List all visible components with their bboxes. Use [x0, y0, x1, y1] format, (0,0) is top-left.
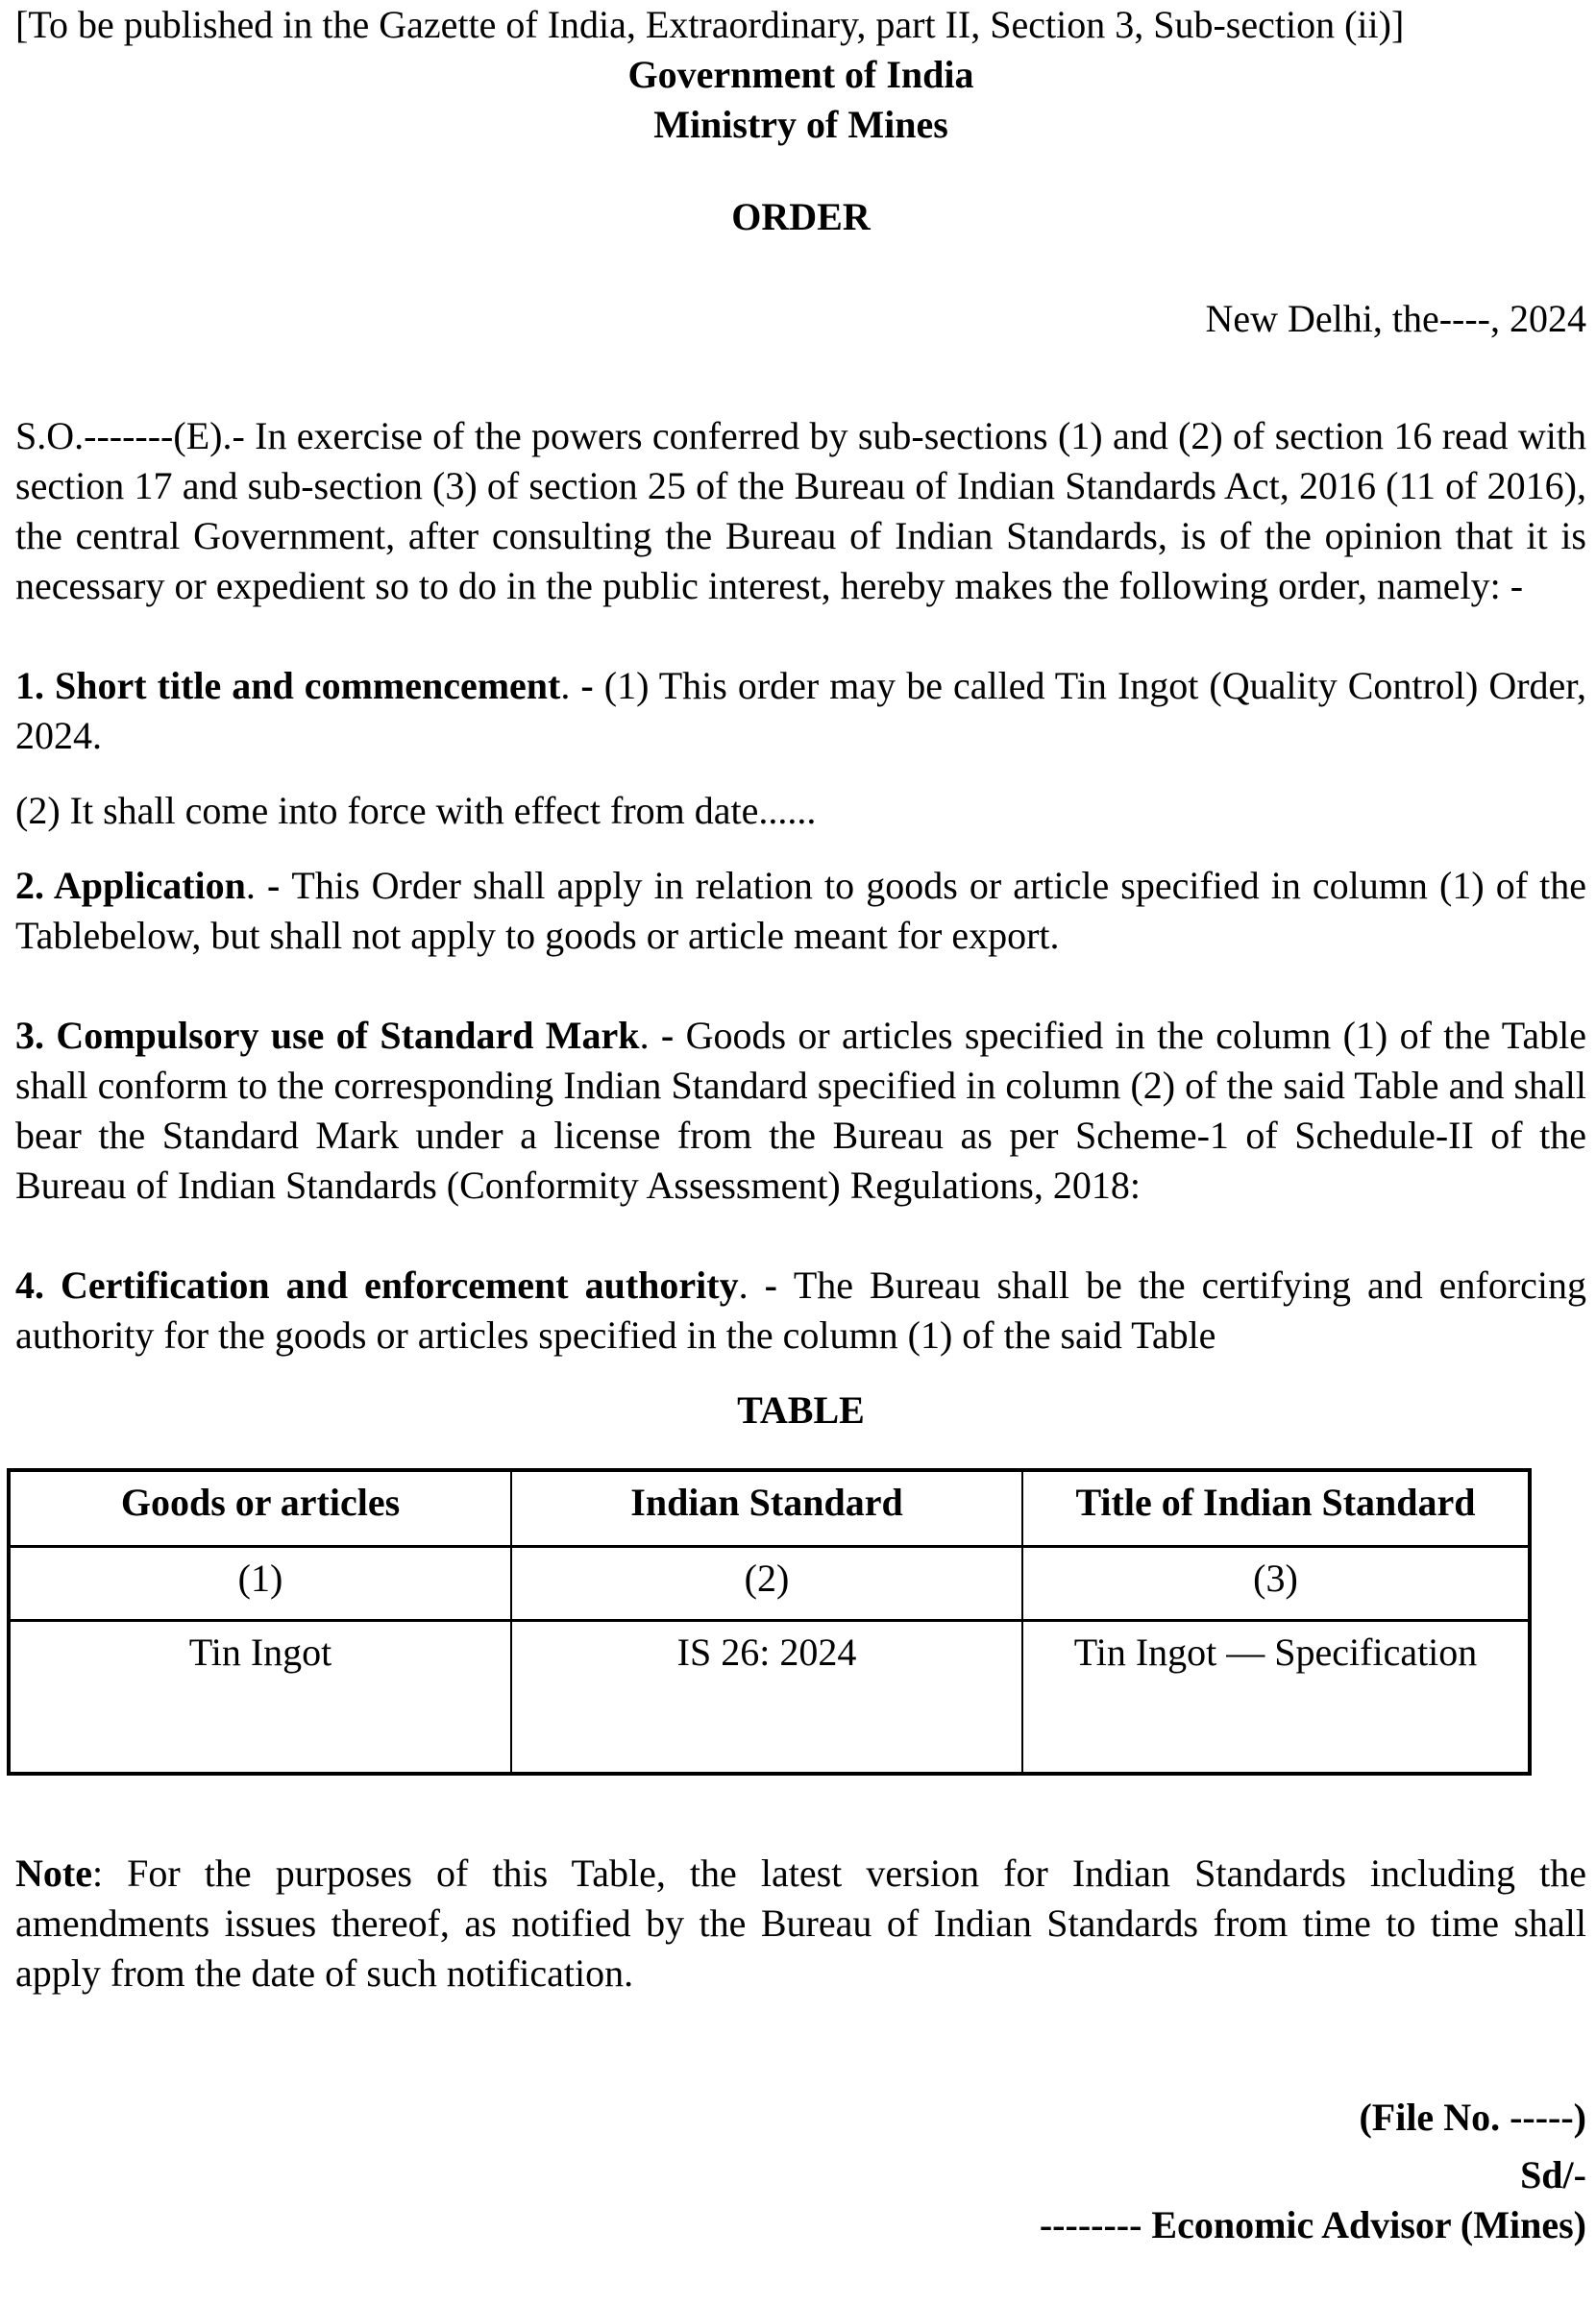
note-text: : For the purposes of this Table, the latest version for Indian Standards including the amendments issues thereof, as notified by the Bureau of Indian Standards from time to time shall apply from the date of such notification. — [15, 1852, 1586, 1995]
section-4-heading: 4. Certification and enforcement authority — [15, 1263, 739, 1307]
section-2-heading: 2. Application — [15, 864, 246, 907]
column-header-title: Title of Indian Standard — [1022, 1470, 1530, 1547]
signed-line: Sd/- — [1520, 2153, 1586, 2196]
so-number: S.O.-------(E).- — [15, 414, 245, 457]
preamble-text: In exercise of the powers conferred by sub-sections (1) and (2) of section 16 read with section 17 and sub-section (3) of section 25 of the Bureau of Indian Standards Act, 2016 (11 of 2016), the central Government, after consulting the Bureau of Indian Standards, is of the opinion that it is necessary or expedient so to do in the public interest, hereby makes the following order, namely: - — [15, 414, 1586, 607]
column-header-goods: Goods or articles — [9, 1470, 511, 1547]
section-3-dash: - — [660, 1014, 686, 1057]
section-4-dash: - — [764, 1263, 794, 1307]
section-3-paragraph — [15, 1011, 1586, 1211]
column-number-1: (1) — [9, 1547, 511, 1621]
preamble-paragraph — [15, 411, 1586, 611]
column-header-standard: Indian Standard — [511, 1470, 1022, 1547]
section-1-text: (1) This order may be called Tin Ingot (Quality Control) Order, 2024. — [15, 664, 1587, 757]
section-1-sep: . — [560, 664, 581, 707]
gazette-line: [To be published in the Gazette of India, Extraordinary, part II, Section 3, Sub-section (ii)] — [15, 3, 1405, 46]
table-column-numbers-row — [9, 1547, 1530, 1621]
section-4-paragraph — [15, 1261, 1586, 1361]
file-number-line: (File No. -----) — [1359, 2096, 1586, 2139]
place-date-line: New Delhi, the----, 2024 — [1205, 297, 1586, 340]
cell-goods: Tin Ingot — [9, 1621, 511, 1775]
section-2-text: This Order shall apply in relation to goods or article specified in column (1) of the Tablebelow, but shall not apply to goods or article meant for export. — [15, 864, 1586, 957]
section-4-text: The Bureau shall be the certifying and enforcing authority for the goods or articles specified in the column (1) of the said Table — [15, 1263, 1587, 1357]
section-3-sep: . — [639, 1014, 661, 1057]
order-heading: ORDER — [731, 195, 871, 238]
section-2-paragraph — [15, 861, 1586, 961]
section-1-heading: 1. Short title and commencement — [15, 664, 561, 707]
table-row — [9, 1621, 1530, 1775]
cell-standard-title: Tin Ingot — Specification — [1022, 1621, 1530, 1775]
standards-table — [7, 1468, 1532, 1776]
ministry-title: Ministry of Mines — [653, 103, 948, 146]
signature-line: -------- Economic Advisor (Mines) — [1039, 2203, 1586, 2246]
section-1-subclause: (2) It shall come into force with effect from date...... — [15, 789, 817, 832]
section-3-heading: 3. Compulsory use of Standard Mark — [15, 1014, 640, 1057]
government-of-india-title: Government of India — [627, 53, 974, 96]
table-title: TABLE — [737, 1388, 865, 1432]
note-label: Note — [15, 1852, 92, 1895]
section-2-dash: - — [267, 864, 292, 907]
section-1-paragraph — [15, 661, 1586, 761]
note-paragraph — [15, 1849, 1586, 1999]
column-number-3: (3) — [1022, 1547, 1530, 1621]
section-2-sep: . — [245, 864, 268, 907]
column-number-2: (2) — [511, 1547, 1022, 1621]
cell-standard: IS 26: 2024 — [511, 1621, 1022, 1775]
table-header-row — [9, 1470, 1530, 1547]
section-1-dash: - — [580, 664, 604, 707]
section-3-text: Goods or articles specified in the column (1) of the Table shall conform to the corresponding Indian Standard specified in column (2) of the said Table and shall bear the Standard Mark under a license from the Bureau as per Scheme-1 of Schedule-II of the Bureau of Indian Standards (Conformity Assessment) Regulations, 2018: — [15, 1014, 1587, 1207]
section-4-sep: . — [738, 1263, 765, 1307]
